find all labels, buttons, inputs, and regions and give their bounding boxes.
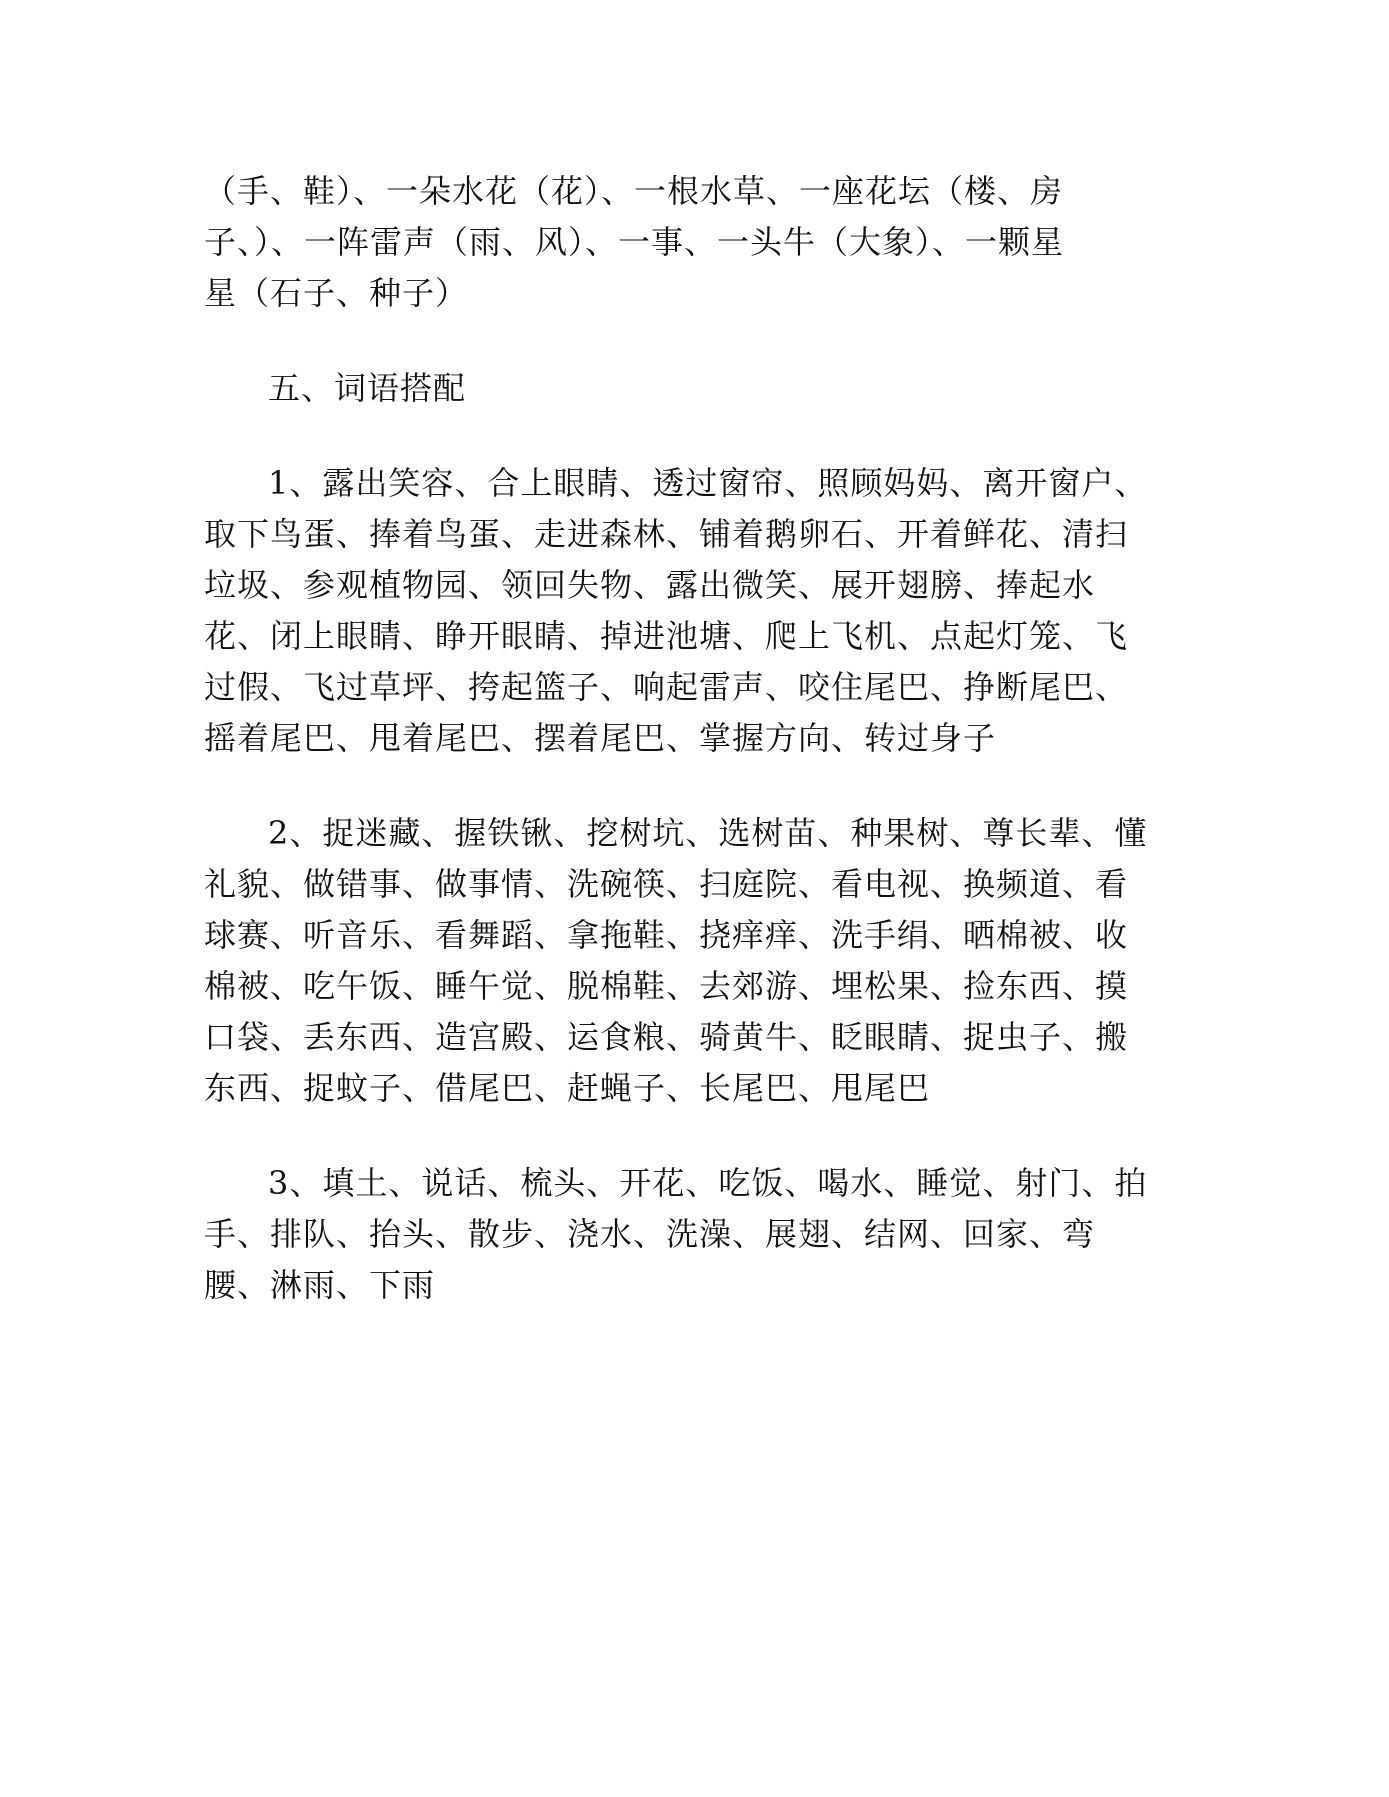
para2-line: 棉被、吃午饭、睡午觉、脱棉鞋、去郊游、埋松果、捡东西、摸 <box>204 967 1129 1005</box>
para3-line: 手、排队、抬头、散步、浇水、洗澡、展翅、结网、回家、弯 <box>204 1215 1096 1253</box>
section-title: 五、词语搭配 <box>268 369 467 407</box>
section-heading <box>204 363 1184 414</box>
para3-line: 3、填土、说话、梳头、开花、吃饭、喝水、睡觉、射门、拍 <box>268 1164 1148 1202</box>
collocation-paragraph-1 <box>204 458 1184 764</box>
intro-paragraph <box>204 166 1184 319</box>
para2-line: 2、捉迷藏、握铁锹、挖树坑、选树苗、种果树、尊长辈、懂 <box>268 814 1148 852</box>
intro-line: 子、）、一阵雷声（雨、风）、一事、一头牛（大象）、一颗星 <box>204 223 1065 261</box>
intro-line: （手、鞋）、一朵水花（花）、一根水草、一座花坛（楼、房 <box>204 172 1064 210</box>
para1-line: 1、露出笑容、合上眼睛、透过窗帘、照顾妈妈、离开窗户、 <box>268 464 1148 502</box>
para1-line: 摇着尾巴、甩着尾巴、摆着尾巴、掌握方向、转过身子 <box>204 719 997 757</box>
paragraph-gap <box>204 764 1184 808</box>
para1-line: 取下鸟蛋、捧着鸟蛋、走进森林、铺着鹅卵石、开着鲜花、清扫 <box>204 515 1129 553</box>
collocation-paragraph-2 <box>204 808 1184 1114</box>
para2-line: 东西、捉蚊子、借尾巴、赶蝇子、长尾巴、甩尾巴 <box>204 1069 931 1107</box>
paragraph-gap <box>204 319 1184 363</box>
para1-line: 垃圾、参观植物园、领回失物、露出微笑、展开翅膀、捧起水 <box>204 566 1096 604</box>
collocation-paragraph-3 <box>204 1158 1184 1311</box>
intro-line: 星（石子、种子） <box>204 274 469 312</box>
para2-line: 球赛、听音乐、看舞蹈、拿拖鞋、挠痒痒、洗手绢、晒棉被、收 <box>204 916 1129 954</box>
para2-line: 礼貌、做错事、做事情、洗碗筷、扫庭院、看电视、换频道、看 <box>204 865 1129 903</box>
para1-line: 过假、飞过草坪、挎起篮子、响起雷声、咬住尾巴、挣断尾巴、 <box>204 668 1129 706</box>
document-body <box>204 166 1184 1311</box>
para3-line: 腰、淋雨、下雨 <box>204 1266 436 1304</box>
paragraph-gap <box>204 414 1184 458</box>
para2-line: 口袋、丢东西、造宫殿、运食粮、骑黄牛、眨眼睛、捉虫子、搬 <box>204 1018 1129 1056</box>
paragraph-gap <box>204 1114 1184 1158</box>
para1-line: 花、闭上眼睛、睁开眼睛、掉进池塘、爬上飞机、点起灯笼、飞 <box>204 617 1129 655</box>
